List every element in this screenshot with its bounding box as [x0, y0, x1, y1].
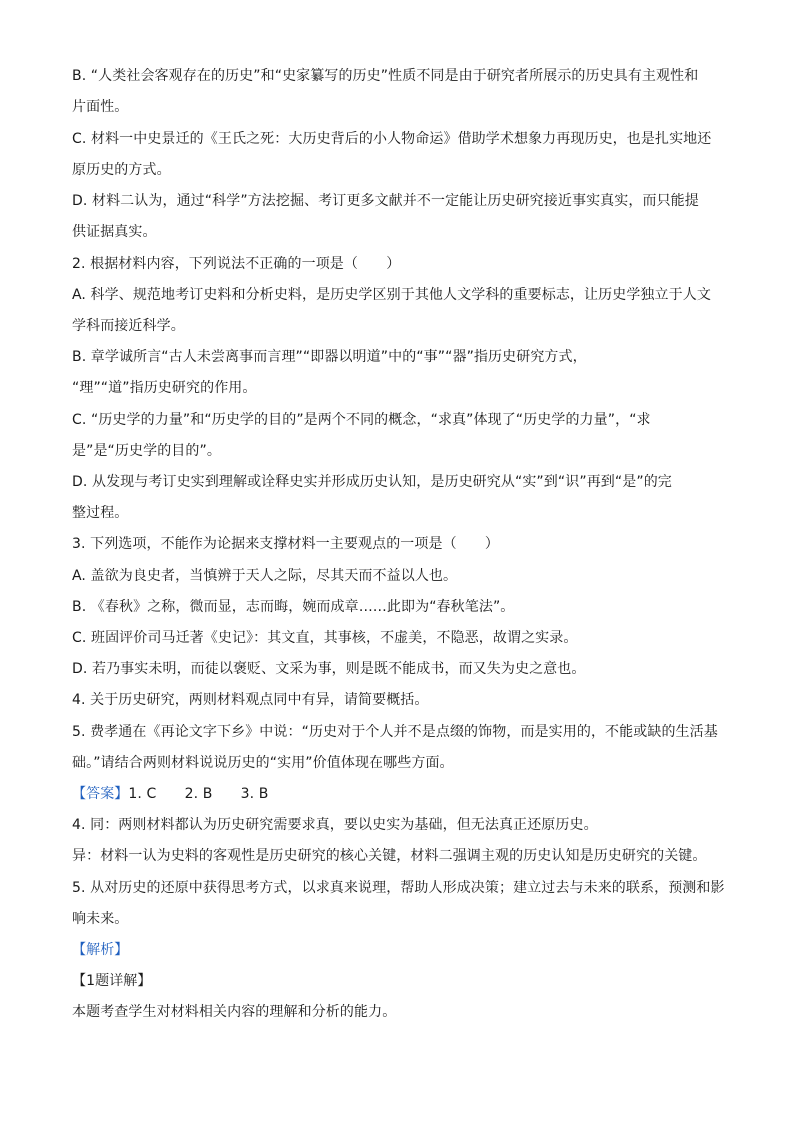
answer-choices: 1. C 2. B 3. B	[128, 786, 269, 802]
question-5: 5. 费孝通在《再论文字下乡》中说：“历史对于个人并不是点缀的饰物，而是实用的，不能或缺的生活基	[72, 724, 718, 740]
text-line: B. “人类社会客观存在的历史”和“史家纂写的历史”性质不同是由于研究者所展示的历史具有主观性和	[72, 68, 699, 84]
analysis-subhead: 【1题详解】	[72, 973, 152, 989]
text-line: 学科而接近科学。	[72, 318, 185, 334]
text-line: A. 科学、规范地考订史料和分析史料，是历史学区别于其他人文学科的重要标志，让历史学独立于人文	[72, 287, 711, 303]
text-line: D. 从发现与考订史实到理解或诠释史实并形成历史认知，是历史研究从“实”到“识”再到“是”的完	[72, 474, 672, 490]
text-line: 整过程。	[72, 505, 129, 521]
option-a: A. 盖欲为良史者，当慎辨于天人之际，尽其天而不益以人也。	[72, 568, 458, 584]
text-line: D. 材料二认为，通过“科学”方法挖掘、考订更多文献并不一定能让历史研究接近事实真实，而只能提	[72, 193, 699, 209]
option-d: D. 若乃事实未明，而徒以褒贬、文采为事，则是既不能成书，而又失为史之意也。	[72, 661, 586, 677]
answer-5: 5. 从对历史的还原中获得思考方式，以求真来说理，帮助人形成决策；建立过去与未来的联系，预测和影	[72, 880, 725, 896]
text-line: 原历史的方式。	[72, 162, 171, 178]
question-4: 4. 关于历史研究，两则材料观点同中有异，请简要概括。	[72, 692, 429, 708]
text-line: 响未来。	[72, 911, 129, 927]
answer-4-same: 4. 同：两则材料都认为历史研究需要求真，要以史实为基础，但无法真正还原历史。	[72, 817, 598, 833]
option-b: B. 《春秋》之称，微而显，志而晦，婉而成章……此即为“春秋笔法”。	[72, 599, 515, 615]
answer-4-diff: 异：材料一认为史料的客观性是历史研究的核心关键，材料二强调主观的历史认知是历史研究的关键。	[72, 848, 707, 864]
analysis-text: 本题考查学生对材料相关内容的理解和分析的能力。	[72, 1004, 397, 1020]
text-line: 供证据真实。	[72, 224, 157, 240]
analysis-tag: 【解析】	[72, 942, 129, 958]
answer-line	[72, 784, 268, 804]
text-line: “理”“道”指历史研究的作用。	[72, 380, 257, 396]
text-line: C. 材料一中史景迁的《王氏之死：大历史背后的小人物命运》借助学术想象力再现历史，也是扎实地还	[72, 131, 712, 147]
option-c: C. 班固评价司马迁著《史记》：其文直，其事核，不虚美，不隐恶，故谓之实录。	[72, 630, 578, 646]
text-line: C. “历史学的力量”和“历史学的目的”是两个不同的概念，“求真”体现了“历史学的力量”，“求	[72, 412, 651, 428]
text-line: 础。”请结合两则材料说说历史的“实用”价值体现在哪些方面。	[72, 755, 454, 771]
text-line: 是”是“历史学的目的”。	[72, 443, 221, 459]
text-line: B. 章学诚所言“古人未尝离事而言理”“即器以明道”中的“事”“器”指历史研究方式，	[72, 349, 587, 365]
question-3: 3. 下列选项，不能作为论据来支撑材料一主要观点的一项是（ ）	[72, 536, 500, 552]
text-line: 片面性。	[72, 99, 129, 115]
question-2: 2. 根据材料内容，下列说法不正确的一项是（ ）	[72, 256, 401, 272]
answer-tag: 【答案】	[72, 786, 129, 802]
